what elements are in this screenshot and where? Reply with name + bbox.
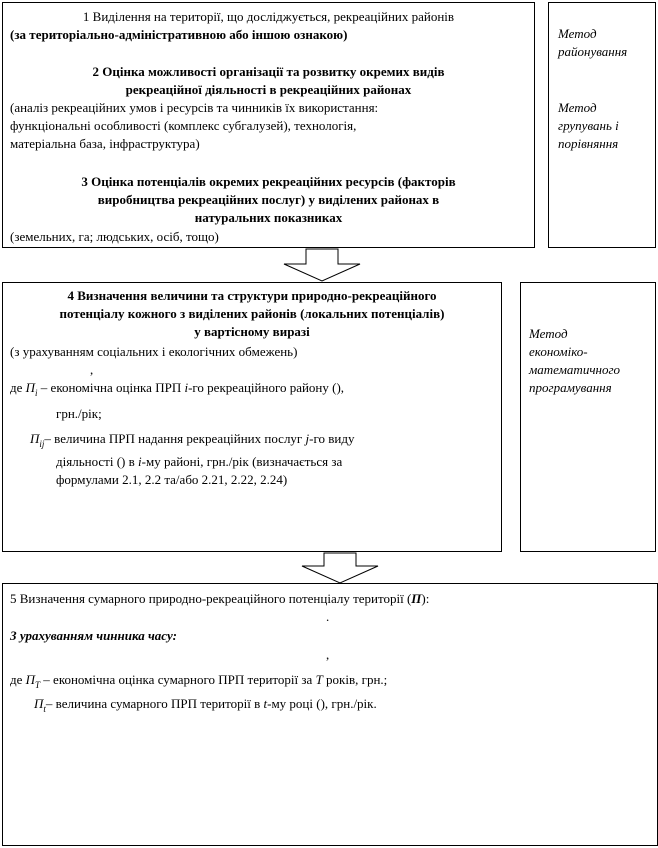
method-econ-1: Метод (529, 326, 568, 341)
method-grouping-3: порівняння (558, 136, 619, 151)
subscript-T: T (35, 680, 41, 690)
step3-heading-1: 3 Оцінка потенціалів окремих рекреаційних ресурсів (факторів (81, 174, 456, 189)
de-word: де (10, 380, 23, 395)
def1-i: і (184, 380, 189, 395)
def1-a: – економічна оцінка ПРП (40, 380, 185, 395)
step5-sym: П (411, 591, 422, 606)
step5-b: ): (421, 591, 430, 606)
step4-heading-1: 4 Визначення величини та структури природно-рекреаційного (67, 288, 437, 303)
definition-pt (10, 672, 387, 689)
step5-a: 5 Визначення сумарного природно-рекреаційного потенціалу території ( (10, 591, 412, 606)
definition-pt-year (34, 696, 377, 713)
de-word: де (10, 672, 23, 687)
def2-l2-a: діяльності () в (56, 454, 139, 469)
symbol-p: П (34, 696, 44, 711)
method-zoning-2: районування (558, 44, 628, 59)
step5-title (10, 591, 429, 607)
block-5 (2, 583, 658, 846)
step3-heading-2: виробництва рекреаційних послуг) у виділених районах в (97, 192, 440, 207)
def5-a: – економічна оцінка сумарного ПРП території за (43, 672, 316, 687)
method-econ-4: програмування (529, 380, 612, 395)
def2-b: -го виду (309, 431, 355, 446)
step1-title: 1 Виділення на території, що досліджується, рекреаційних районів (82, 9, 455, 24)
def6-t: t (263, 696, 268, 711)
step4-heading-2: потенціалу кожного з виділених районів (локальних потенціалів) (59, 306, 445, 321)
subscript-ij: ij (39, 439, 45, 449)
side-box-methods-2 (520, 282, 656, 552)
time-factor-heading: З урахуванням чинника часу: (10, 628, 177, 643)
step2-text-3: матеріальна база, інфраструктура) (10, 136, 200, 151)
step2-text-1: (аналіз рекреаційних умов і ресурсів та чинників їх використання: (10, 100, 379, 115)
down-arrow-icon (282, 248, 362, 282)
step4-heading-3: у вартісному виразі (194, 324, 310, 339)
def6-a: – величина сумарного ПРП території в (45, 696, 264, 711)
step2-text-2: функціональні особливості (комплекс субгалузей), технологія, (10, 118, 357, 133)
definition-pi-unit: грн./рік; (56, 406, 102, 421)
def2-l2-b: -му районі, грн./рік (визначається за (141, 454, 343, 469)
formula-comma: , (90, 362, 94, 377)
step3-heading-3: натуральних показниках (194, 210, 343, 225)
symbol-p: П (30, 431, 40, 446)
definition-pi (10, 380, 344, 397)
def6-b: -му році (), грн./рік. (267, 696, 377, 711)
symbol-p: П (25, 672, 36, 687)
definition-pij (30, 431, 354, 448)
symbol-p: П (25, 380, 36, 395)
def2-l2-i: і (138, 454, 142, 469)
definition-pij-line3: формулами 2.1, 2.2 та/або 2.21, 2.22, 2.24) (56, 472, 288, 487)
step1-subtitle: (за територіально-адміністративною або іншою ознакою) (10, 27, 348, 42)
subscript-t: t (43, 704, 46, 714)
def5-b: років, грн.; (322, 672, 388, 687)
formula-dot: . (326, 609, 330, 624)
method-zoning-1: Метод (558, 26, 597, 41)
step2-heading-1: 2 Оцінка можливості організації та розвитку окремих видів (92, 64, 445, 79)
def5-T: T (315, 672, 323, 687)
method-grouping-2: групувань і (558, 118, 619, 133)
method-econ-3: математичного (529, 362, 621, 377)
step4-text: (з урахуванням соціальних і екологічних обмежень) (10, 344, 298, 359)
method-grouping-1: Метод (558, 100, 597, 115)
method-econ-2: економіко- (529, 344, 588, 359)
def2-j: j (305, 431, 310, 446)
step3-text: (земельних, га; людських, осіб, тощо) (10, 229, 219, 244)
def2-a: – величина ПРП надання рекреаційних послуг (44, 431, 306, 446)
def1-b: -го рекреаційного району (), (188, 380, 345, 395)
down-arrow-icon (300, 552, 380, 584)
subscript-i: і (35, 388, 38, 398)
step2-heading-2: рекреаційної діяльності в рекреаційних районах (125, 82, 412, 97)
definition-pij-line2 (56, 454, 342, 470)
formula-comma-2: , (326, 647, 330, 662)
